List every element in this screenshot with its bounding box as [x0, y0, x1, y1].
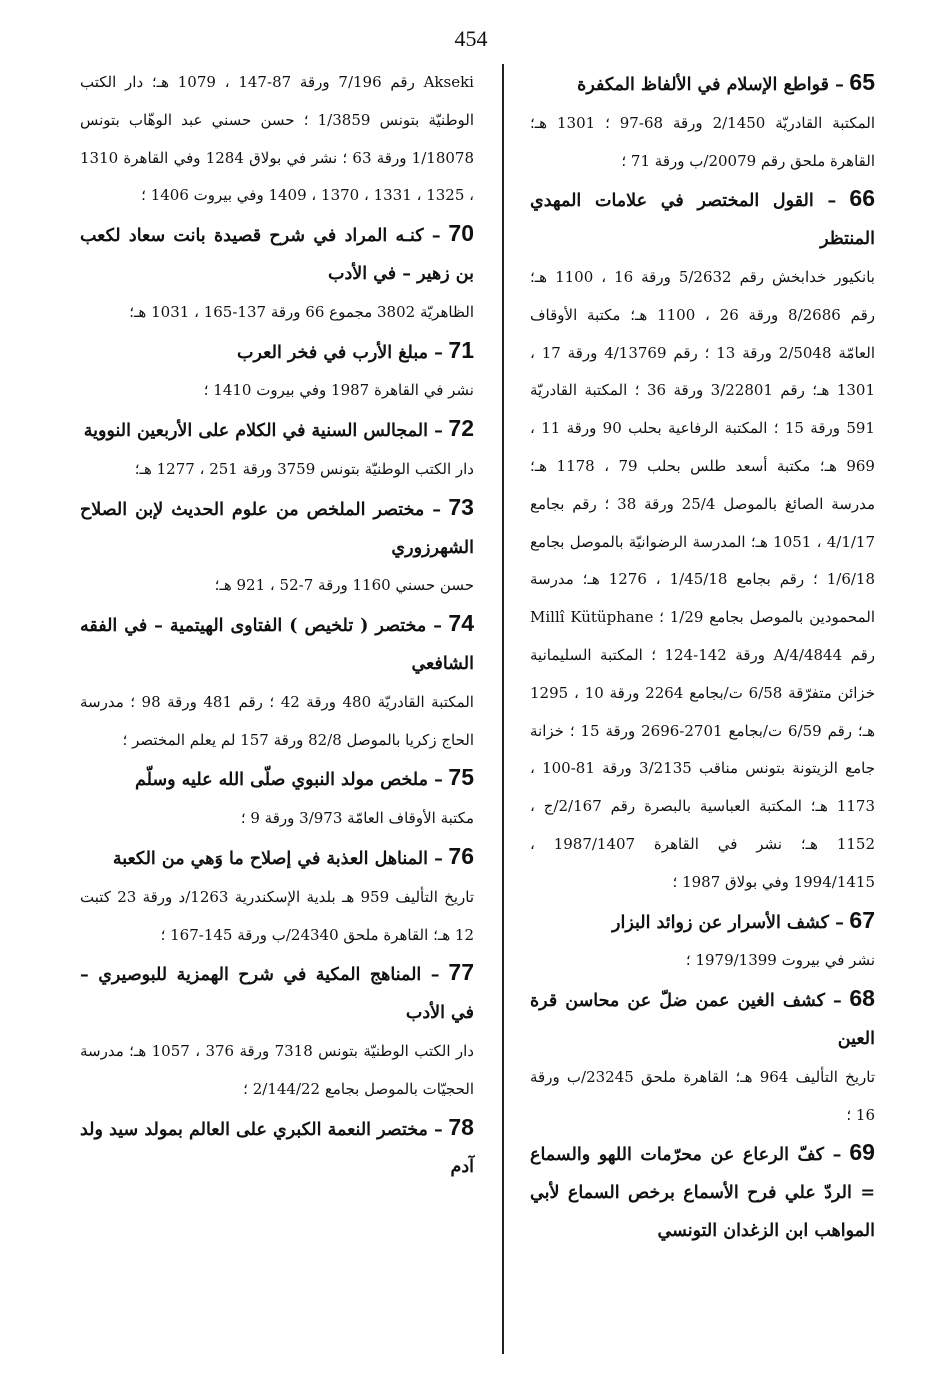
entry-details: تاريخ التأليف 959 هـ بلدية الإسكندرية 1263/د ورقة 23 كتبت 12 هـ؛ القاهرة ملحق 24340/ب ورقة 145-167 ؛ — [80, 887, 474, 944]
entry-69 — [530, 1134, 875, 1250]
entry-title: – مختصر الملخص من علوم الحديث لإبن الصلاح الشهرزوري — [80, 499, 474, 558]
entry-number: 77 — [448, 959, 474, 986]
entry-details: المكتبة القادريّة 480 ورقة 42 ؛ رقم 481 ورقة 98 ؛ مدرسة الحاج زكريا بالموصل 82/8 ورقة 157 لم يعلم المختصر ؛ — [80, 692, 474, 749]
entry-number: 71 — [448, 336, 474, 363]
column-divider — [502, 64, 504, 1354]
entry-number: 70 — [448, 220, 474, 247]
entry-details: المكتبة القادريّة 2/1450 ورقة 68-97 ؛ 1301 هـ؛ القاهرة ملحق رقم 20079/ب ورقة 71 ؛ — [530, 113, 875, 170]
entry-title: – المناهج المكية في شرح الهمزية للبوصيري – في الأدب — [80, 965, 474, 1024]
entry-title: – مبلغ الأرب في فخر العرب — [237, 342, 443, 363]
entry-number: 74 — [448, 610, 474, 637]
entry-number: 73 — [448, 493, 474, 520]
entry-title: – قواطع الإسلام في الألفاظ المكفرة — [577, 75, 844, 95]
entry-75 — [80, 759, 474, 800]
entry-73 — [80, 489, 474, 568]
entry-76 — [80, 838, 474, 879]
entry-number: 67 — [849, 906, 875, 933]
entry-details: نشر في بيروت 1979/1399 ؛ — [685, 951, 875, 970]
entry-title: – كفّ الرعاع عن محرّمات اللهو والسماع = الردّ علي فرح الأسماع برخص السماع لأبي المواهب ابن الزغدان التونسي — [530, 1145, 875, 1241]
entry-72 — [80, 410, 474, 451]
entry-77 — [80, 954, 474, 1033]
entry-number: 78 — [448, 1113, 474, 1140]
entry-title: – كشف الأسرار عن زوائد البزار — [612, 912, 844, 933]
entry-number: 69 — [849, 1139, 875, 1166]
entry-74 — [80, 605, 474, 684]
entry-66 — [530, 180, 875, 259]
entry-details: نشر في القاهرة 1987 وفي بيروت 1410 ؛ — [203, 381, 474, 400]
entry-title: – القول المختصر في علامات المهدي المنتظر — [530, 191, 875, 250]
entry-details: تاريخ التأليف 964 هـ؛ القاهرة ملحق 23245/ب ورقة 16 ؛ — [530, 1067, 876, 1124]
entry-71 — [80, 332, 474, 373]
entry-details: الظاهريّة 3802 مجموع 66 ورقة 137-165 ، 1031 هـ؛ — [129, 302, 474, 321]
right-column — [530, 64, 875, 1251]
entry-title: – مختصر النعمة الكبري على العالم بمولد سيد ولد آدم — [80, 1119, 474, 1178]
entry-title: – المجالس السنية في الكلام على الأربعين النووية — [83, 421, 443, 442]
entry-title: – كنـه المراد في شرح قصيدة بانت سعاد لكعب بن زهير – في الأدب — [80, 226, 474, 284]
entry-number: 68 — [849, 985, 875, 1012]
entry-68 — [530, 980, 875, 1059]
entry-details: بانكيور خدابخش رقم 5/2632 ورقة 16 ، 1100 هـ؛ رقم 8/2686 ورقة 26 ، 1100 هـ؛ مكتبة الأوقاف العامّة 2/5048 ورقة 13 ؛ رقم 4/13769 ورقة 17 ، 1301 هـ؛ رقم 3/22801 ورقة 36 ؛ المكتبة القادريّة 591 ورقة 15 ؛ المكتبة الرفاعية بحلب 90 ورقة 11 ، 969 هـ؛ مكتبة أسعد طلس بحلب 79 ، 1178 هـ؛ مدرسة الصائغ بالموصل 25/4 ورقة 38 ؛ رقم بجامع 4/1/17 ، 1051 هـ؛ المدرسة الرضوانيّة بالموصل بجامع 1/6/18 ؛ رقم بجامع 1/45/18 ، 1276 هـ؛ مدرسة المحمودين بالموصل بجامع 1/29 ؛ Millî Kütüphane رقم 4/4844/A ورقة 142-124 ؛ المكتبة السليمانية خزائن متفرّقة 6/58 ت/بجامع 2264 ورقة 10 ، 1295 هـ؛ رقم 6/59 ت/بجامع 2701-2696 ورقة 15 ؛ خزانة جامع الزيتونة بتونس مناقب 3/2135 ورقة 81-100 ، 1173 هـ؛ المكتبة العباسية بالبصرة رقم 2/167/ج ، 1152 هـ؛ نشر في القاهرة 1987/1407 ، 1994/1415 وفي بولاق 1987 ؛ — [530, 267, 876, 891]
entry-number: 66 — [849, 185, 875, 212]
entry-number: 76 — [448, 842, 474, 869]
entry-title: – ملخص مولد النبوي صلّى الله عليه وسلّم — [135, 770, 443, 791]
page-number: 454 — [454, 26, 488, 51]
entry-title: – مختصر ( تلخيص ) الفتاوى الهيتمية – في الفقه الشافعي — [80, 616, 474, 674]
entry-67 — [530, 902, 875, 943]
entry-number: 65 — [849, 69, 875, 95]
entry-number: 75 — [448, 764, 474, 791]
left-column — [80, 64, 474, 1187]
entry-title: – المناهل العذبة في إصلاح ما وَهي من الكعبة — [112, 848, 443, 869]
entry-65 — [530, 64, 875, 105]
entry-title: – كشف الغين عمن ضلّ عن محاسن قرة العين — [530, 991, 875, 1049]
entry-number: 72 — [448, 415, 474, 442]
entry-details: Akseki رقم 7/196 ورقة 87-147 ، 1079 هـ؛ دار الكتب الوطنيّة بتونس 1/3859 ؛ حسن حسني عبد الوهّاب بتونس 1/18078 ورقة 63 ؛ نشر في بولاق 1284 وفي القاهرة 1310 ، 1325 ، 1331 ، 1370 ، 1409 وفي بيروت 1406 ؛ — [80, 73, 474, 205]
entry-details: حسن حسني 1160 ورقة 7-52 ، 921 هـ؛ — [214, 576, 474, 595]
entry-details: مكتبة الأوقاف العامّة 3/973 ورقة 9 ؛ — [240, 809, 474, 828]
entry-78 — [80, 1109, 474, 1188]
entry-details: دار الكتب الوطنيّة بتونس 7318 ورقة 376 ، 1057 هـ؛ مدرسة الحجيّات بالموصل بجامع 2/144/22 ؛ — [80, 1041, 474, 1098]
entry-details: دار الكتب الوطنيّة بتونس 3759 ورقة 251 ، 1277 هـ؛ — [134, 459, 474, 478]
entry-70 — [80, 215, 474, 294]
